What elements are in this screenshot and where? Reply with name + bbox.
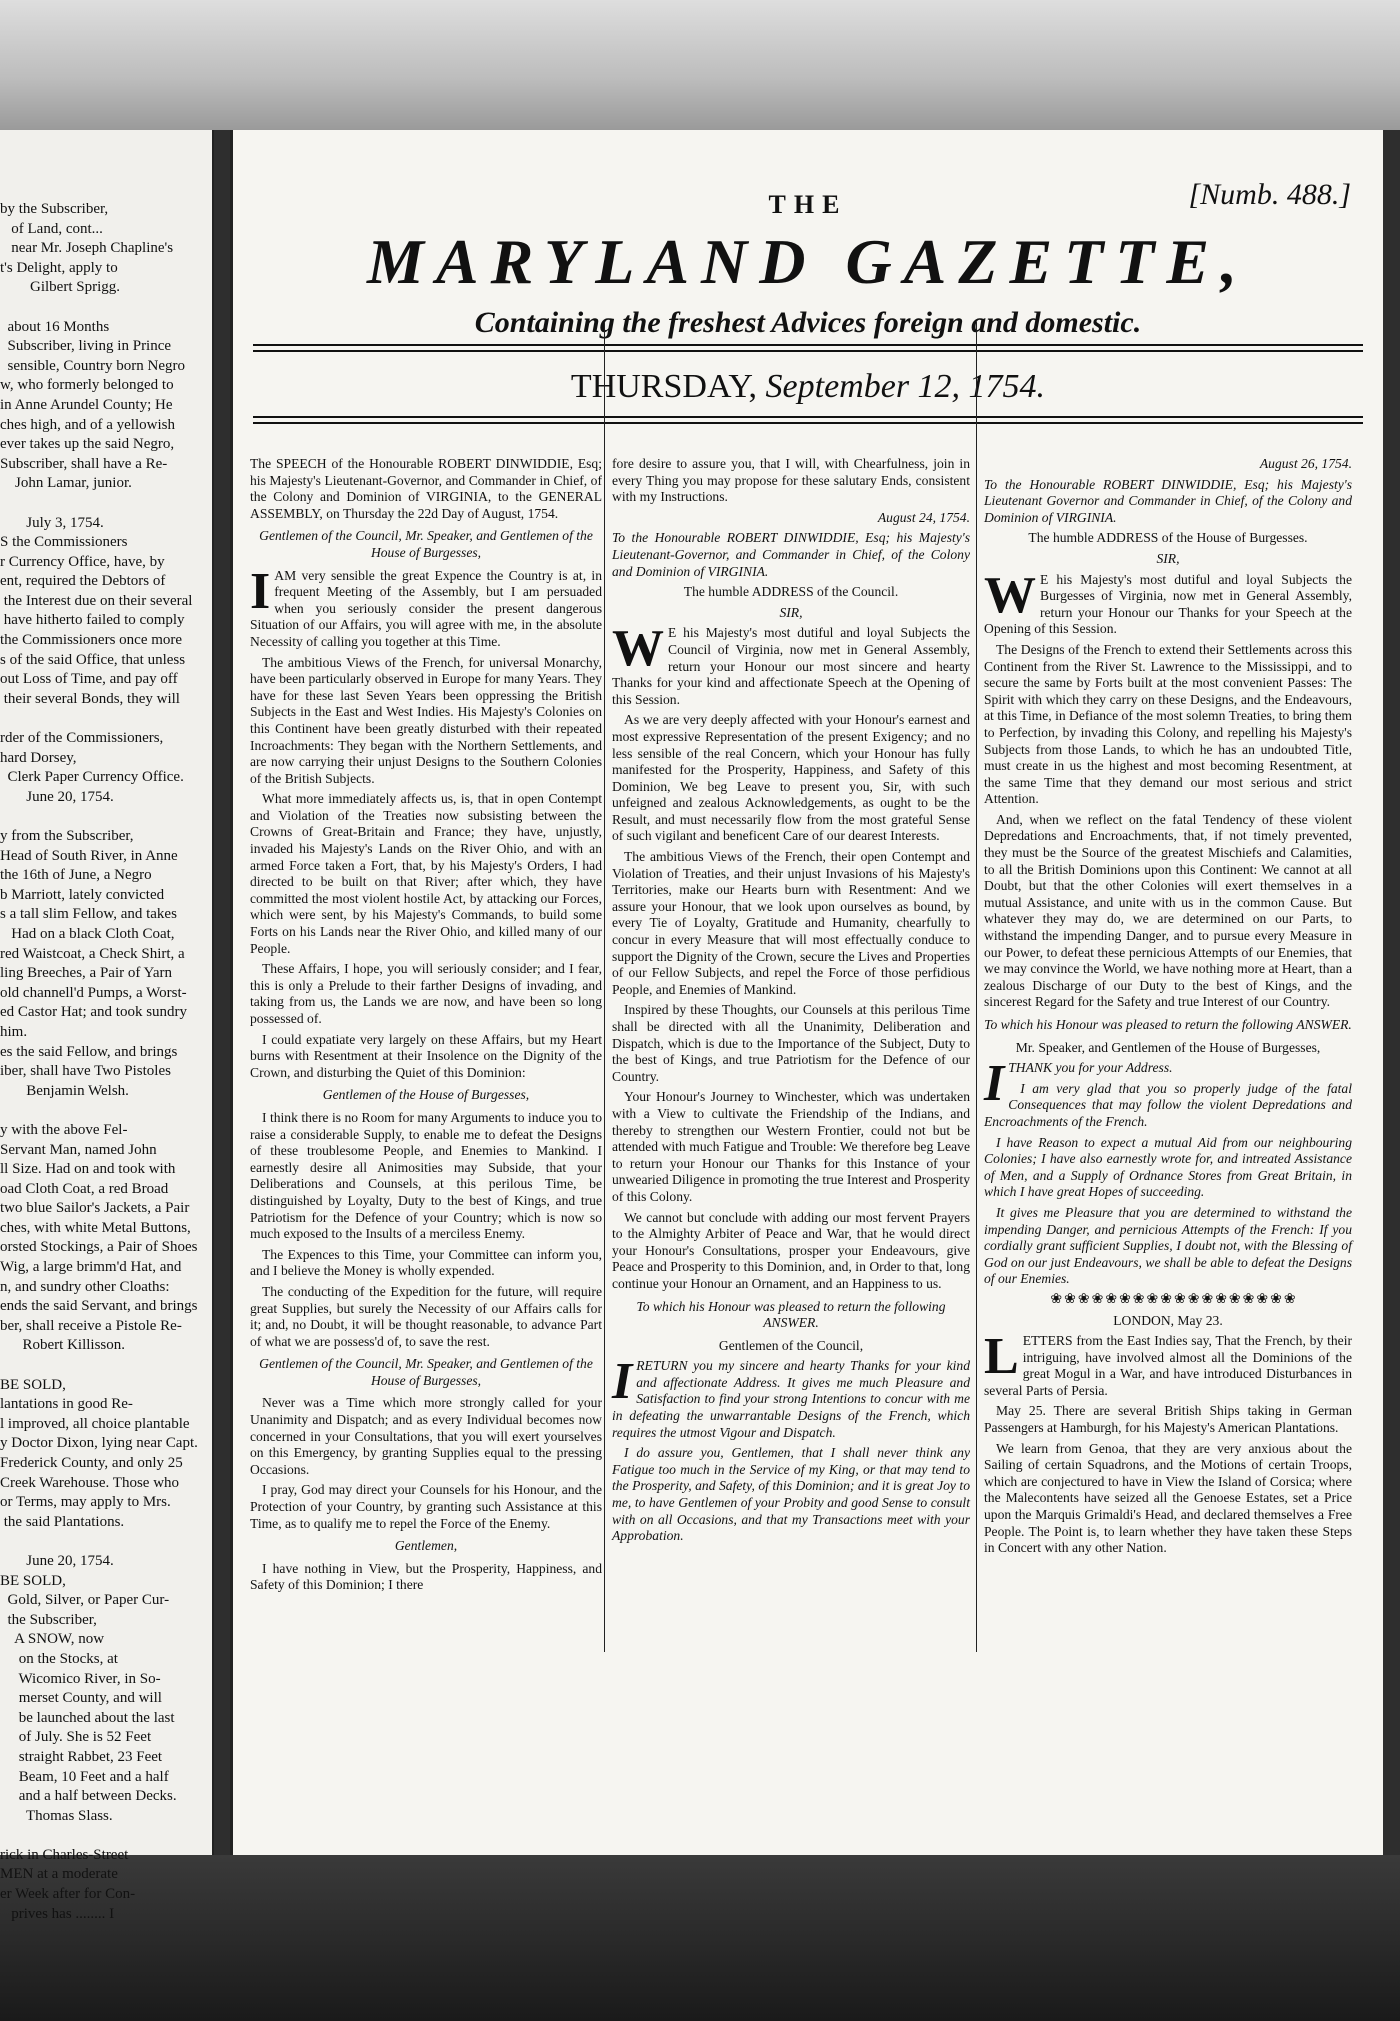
speech-paragraph-5: I could expatiate very largely on these Affairs, but my Heart burns with Resentment at their Insolence on the Dignity of the Crown, and disturbing the Quiet of this Dominion: xyxy=(250,1031,602,1080)
rule-bottom xyxy=(253,416,1363,418)
left-fragment-line: t's Delight, apply to xyxy=(0,259,118,276)
left-fragment-line: y from the Subscriber, xyxy=(0,828,134,844)
left-fragment-line xyxy=(0,494,206,514)
left-fragment-line: straight Rabbet, 23 Feet xyxy=(0,1748,163,1765)
left-fragment-line: Creek Warehouse. Those who xyxy=(0,1474,180,1491)
column-3 xyxy=(984,456,1352,1796)
left-fragment-line: red Waistcoat, a Check Shirt, a xyxy=(0,945,185,962)
left-fragment-line: old channell'd Pumps, a Worst- xyxy=(0,984,187,1001)
left-fragment-line xyxy=(0,298,206,318)
scan-background-bottom xyxy=(0,1855,1400,2021)
speech-salutation-3: Gentlemen of the Council, Mr. Speaker, and Gentlemen of the House of Burgesses, xyxy=(259,1356,593,1388)
left-fragment-line xyxy=(0,1532,206,1552)
issue-number: [Numb. 488.] xyxy=(1188,178,1351,211)
left-fragment-line: MEN at a moderate xyxy=(0,1866,118,1883)
left-fragment-line: Gilbert Sprigg. xyxy=(0,279,120,296)
council-paragraph-2: As we are very deeply affected with your Honour's earnest and most expressive Representation of the present Exigency; and no less sensible of the real Concern, which your Honour has fully manifested for the Prosperity, Happiness, and Safety of this Dominion, We beg Leave to present you, Sir, with such unfeigned and zealous Acknowledgements, as ought to be the Result, and must necessarily flow from the most grateful Sense of such vigilant and beneficent Care of our dearest Interests. xyxy=(612,712,970,844)
issue-day: THURSDAY, xyxy=(570,368,758,405)
masthead-subtitle: Containing the freshest Advices foreign and domestic. xyxy=(474,306,1142,339)
speech-paragraph-1 xyxy=(250,562,602,651)
speech-paragraph-9: Never was a Time which more strongly called for your Unanimity and Dispatch; and as every Individual becomes now concerned in your Consultations, that you will exert yourselves on this Emergency, by granting Supplies equal to the pressing Occasions. xyxy=(250,1395,602,1477)
left-fragment-line: Beam, 10 Feet and a half xyxy=(0,1768,169,1785)
council-address-to: To the Honourable ROBERT DINWIDDIE, Esq; his Majesty's Lieutenant-Governor, and Commander in Chief, of the Colony and Dominion of VIRGINIA. xyxy=(612,530,970,579)
left-fragment-line: ches, with white Metal Buttons, xyxy=(0,1219,191,1236)
burgesses-answer-1-text: THANK you for your Address. xyxy=(1008,1060,1173,1076)
council-dateline: August 24, 1754. xyxy=(877,509,970,525)
left-page-fragment xyxy=(0,130,214,1922)
left-fragment-line: ling Breeches, a Pair of Yarn xyxy=(0,965,173,982)
left-fragment-line: be launched about the last xyxy=(0,1709,175,1726)
speech-paragraph-10: I pray, God may direct your Counsels for his Honour, and the Protection of your Country, by granting such Assistance at this Time, as to qualify me to repel the Force of the Enemy. xyxy=(250,1482,602,1531)
left-fragment-line: of July. She is 52 Feet xyxy=(0,1729,152,1746)
rule-top xyxy=(253,344,1363,346)
burgesses-paragraph-3: And, when we reflect on the fatal Tendency of these violent Depredations and Encroachments, that, if not timely prevented, they must be the Source of the greatest Mischiefs and Calamities, to all the British Dominions upon this Continent: We cannot at all Doubt, but that the other Colonies will exert themselves in a mutual Assistance, and unite with us in the common Cause. But whatever they may do, we are determined on our Parts, to withstand the impending Danger, and to pursue every Measure in our Power, to defeat these pernicious Attempts of our Enemies, that we may convince the World, we have nothing more at Heart, than a zealous Discharge of our Duty to the best of Kings, and the sincerest Regard for the Safety and true Interest of our Country. xyxy=(984,811,1352,1010)
drop-cap: I xyxy=(612,1353,633,1411)
speech-salutation-2: Gentlemen of the House of Burgesses, xyxy=(322,1087,530,1103)
left-fragment-line: of Land, cont... xyxy=(0,220,103,237)
left-fragment-line: ber, shall receive a Pistole Re- xyxy=(0,1317,182,1334)
left-fragment-line: the 16th of June, a Negro xyxy=(0,867,152,884)
left-fragment-line: about 16 Months xyxy=(0,318,110,335)
burgesses-sir: SIR, xyxy=(1156,550,1180,566)
column-divider-1 xyxy=(604,322,605,1652)
left-fragment-line: rder of the Commissioners, xyxy=(0,730,164,747)
left-fragment-line: July 3, 1754. xyxy=(0,514,104,531)
left-fragment-line: BE SOLD, xyxy=(0,1572,66,1589)
left-fragment-line: lantations in good Re- xyxy=(0,1396,133,1413)
section-ornament-divider: ❀❀❀❀❀❀❀❀❀❀❀❀❀❀❀❀❀❀ xyxy=(1050,1291,1298,1307)
left-fragment-line: er Week after for Con- xyxy=(0,1886,136,1903)
left-fragment-line: w, who formerly belonged to xyxy=(0,377,174,394)
left-fragment-line: s of the said Office, that unless xyxy=(0,651,186,668)
council-paragraph-3: The ambitious Views of the French, their open Contempt and Violation of Treaties, and their unjust Invasions of his Majesty's Territories, make our Hearts burn with Resentment: And we assure your Honour, that we look upon ourselves as bound, by every Tie of Loyalty, Gratitude and Humanity, chearfully to concur in every Measure that will most effectually conduce to support the Dignity of the Crown, secure the Lives and Properties of our Fellow Subjects, and repel the Force of those perfidious People, and Enemies of Mankind. xyxy=(612,849,970,997)
council-paragraph-5: Your Honour's Journey to Winchester, which was undertaken with a View to cultivate the Friendship of the Indians, and thereby to strengthen our Western Frontier, could not but be attended with much Fatigue and Trouble: We therefore beg Leave to return your Honour our Thanks for this Instance of your unwearied Diligence in promoting the true Interest and Prosperity of this Colony. xyxy=(612,1089,970,1204)
burgesses-answer-2: I am very glad that you so properly judge of the fatal Consequences that may follow the violent Depredations and Encroachments of the French. xyxy=(984,1080,1352,1129)
left-fragment-line: Thomas Slass. xyxy=(0,1807,113,1824)
left-fragment-line: near Mr. Joseph Chapline's xyxy=(0,240,174,257)
left-fragment-line: their several Bonds, they will xyxy=(0,690,180,707)
left-page-text xyxy=(0,200,206,1924)
column-2 xyxy=(612,456,970,1796)
scan-background-top xyxy=(0,0,1400,130)
burgesses-paragraph-2: The Designs of the French to extend their Settlements across this Continent from the River St. Lawrence to the Mississippi, and to secure the same by Forts built at the most convenient Passes: The Spirit with which they carry on these Designs, and the Endeavours, at this Time, in Defiance of the most solemn Treaties, to bring them to Perfection, by invading this Colony, and repelling his Majesty's Subjects from those Lands, to which he has an undoubted Title, must create in us the highest and most becoming Resentment, at the same Time that they demand our most serious and strict Attention. xyxy=(984,641,1352,807)
burgesses-answer-3: I have Reason to expect a mutual Aid from our neighbouring Colonies; I have also earnestly wrote for, and intreated Assistance of Men, and a Supply of Ordnance Stores from Great Britain, in which I have great Hopes of succeeding. xyxy=(984,1134,1352,1200)
burgesses-answer-4: It gives me Pleasure that you are determined to withstand the impending Danger, and pernicious Attempts of the French: If you cordially grant sufficient Supplies, I doubt not, with the Blessing of God on our just Endeavours, we shall be able to defeat the Designs of our Enemies. xyxy=(984,1204,1352,1287)
speech-paragraph-4: These Affairs, I hope, you will seriously consider; and I fear, this is only a Prelude to their farther Designs of invading, and taking from us, the Lands we are now, and have been so long possessed of. xyxy=(250,961,602,1026)
left-fragment-line: ent, required the Debtors of xyxy=(0,573,166,590)
rule-top-2 xyxy=(253,350,1363,352)
left-fragment-line: y Doctor Dixon, lying near Capt. xyxy=(0,1435,198,1452)
left-fragment-line: b Marriott, lately convicted xyxy=(0,886,165,903)
speech-salutation-1: Gentlemen of the Council, Mr. Speaker, and Gentlemen of the House of Burgesses, xyxy=(259,528,593,560)
issue-date xyxy=(233,368,1383,406)
left-fragment-line: BE SOLD, xyxy=(0,1376,66,1393)
left-fragment-line: by the Subscriber, xyxy=(0,201,109,217)
speech-paragraph-7: The Expences to this Time, your Committee can inform you, and I believe the Money is wholly expended. xyxy=(250,1246,602,1279)
column-1 xyxy=(250,456,602,1796)
left-fragment-line: Robert Killisson. xyxy=(0,1337,126,1354)
council-heading: The humble ADDRESS of the Council. xyxy=(683,584,899,600)
left-fragment-line: him. xyxy=(0,1023,28,1040)
council-paragraph-1-text: E his Majesty's most dutiful and loyal Subjects the Council of Virginia, now met in General Assembly, return your Honour our most sincere and hearty Thanks for your kind and affectionate Speech at the Opening of this Session. xyxy=(612,625,970,707)
left-fragment-line: ends the said Servant, and brings xyxy=(0,1298,198,1315)
drop-cap: W xyxy=(984,566,1036,624)
london-dateline: LONDON, May 23. xyxy=(1113,1312,1223,1328)
left-fragment-line: ed Castor Hat; and took sundry xyxy=(0,1004,188,1021)
left-fragment-line: Head of South River, in Anne xyxy=(0,847,178,864)
rule-bottom-2 xyxy=(253,422,1363,424)
burgesses-address-to: To the Honourable ROBERT DINWIDDIE, Esq; his Majesty's Lieutenant Governor and Commander in Chief, of the Colony and Dominion of VIRGINIA. xyxy=(984,476,1352,525)
council-answer-2: I do assure you, Gentlemen, that I shall never think any Fatigue too much in the Service of my King, or that may tend to the Prosperity, and Safety, of this Dominion; and it is great Joy to me, to have Gentlemen of your Probity and good Sense to consult with on all Occasions, and that my Transactions meet with your Approbation. xyxy=(612,1445,970,1544)
left-fragment-line: and a half between Decks. xyxy=(0,1788,177,1805)
burgesses-heading: The humble ADDRESS of the House of Burgesses. xyxy=(1028,530,1308,546)
left-fragment-line: Clerk Paper Currency Office. xyxy=(0,769,184,786)
burgesses-answer-intro: To which his Honour was pleased to return the following ANSWER. xyxy=(984,1017,1352,1032)
left-fragment-line: the Commissioners once more xyxy=(0,632,183,649)
left-fragment-line: Subscriber, shall have a Re- xyxy=(0,455,168,472)
left-fragment-line xyxy=(0,1826,206,1846)
left-fragment-line xyxy=(0,807,206,827)
column-divider-2 xyxy=(976,322,977,1652)
left-fragment-line: S the Commissioners xyxy=(0,534,128,551)
drop-cap: I xyxy=(984,1055,1005,1113)
left-fragment-line: the Subscriber, xyxy=(0,1611,97,1628)
left-fragment-line: l improved, all choice plantable xyxy=(0,1415,190,1432)
speech-paragraph-1-text: AM very sensible the great Expence the Country is at, in frequent Meeting of the Assembly, but I am persuaded when you seriously consider the present dangerous Situation of our Affairs, you will agree with me, in the absolute Necessity of calling you together at this Time. xyxy=(250,567,602,649)
left-fragment-line: or Terms, may apply to Mrs. xyxy=(0,1494,171,1511)
left-fragment-line: Had on a black Cloth Coat, xyxy=(0,925,175,942)
left-fragment-line: sensible, Country born Negro xyxy=(0,357,185,374)
left-fragment-line: ever takes up the said Negro, xyxy=(0,436,175,453)
speech-paragraph-3: What more immediately affects us, is, that in open Contempt and Violation of the Treaties now subsisting between the Crowns of Great-Britain and France; they have, unjustly, invaded his Majesty's Lands on the River Ohio, and with an armed Force taken a Fort, that, by his Majesty's Orders, I had directed to be built on that River; after which, they have committed the most violent hostile Act, by attacking our Forces, which were sent, by his Majesty's Commands, to build some Forts on his Lands near the River Ohio, and killed many of our People. xyxy=(250,791,602,956)
left-fragment-line: Gold, Silver, or Paper Cur- xyxy=(0,1592,170,1609)
council-paragraph-6: We cannot but conclude with adding our most fervent Prayers to the Almighty Arbiter of Peace and War, that he would direct your Honour's Consultations, prosper your Endeavours, give Peace and Prosperity to this Dominion, and, in Order to that, long continue your Honour an Ornament, and an Happiness to us. xyxy=(612,1209,970,1291)
speech-salutation-4: Gentlemen, xyxy=(394,1538,458,1554)
burgesses-paragraph-1-text: E his Majesty's most dutiful and loyal Subjects the Burgesses of Virginia, now met in General Assembly, return your Honour our Thanks for your Speech at the Opening of this Session. xyxy=(984,571,1352,637)
left-fragment-line: ll Size. Had on and took with xyxy=(0,1161,176,1178)
drop-cap: I xyxy=(250,562,271,620)
left-fragment-line: John Lamar, junior. xyxy=(0,475,132,492)
left-fragment-line: Servant Man, named John xyxy=(0,1141,157,1158)
council-paragraph-1 xyxy=(612,620,970,708)
left-fragment-line: Frederick County, and only 25 xyxy=(0,1455,183,1471)
london-paragraph-3: We learn from Genoa, that they are very anxious about the Sailing of certain Squadrons, and the Motions of certain Troops, which are conjectured to have in View the Island of Corsica; where the Malecontents have seized all the Genoese Estates, set a Price upon the Marquis Grimaldi's Head, and declared themselves a Free People. The Point is, to learn whether they have taken these Steps in Concert with any other Nation. xyxy=(984,1440,1352,1556)
burgesses-answer-salutation: Mr. Speaker, and Gentlemen of the House of Burgesses, xyxy=(1015,1039,1321,1055)
issue-date-text: September 12, 1754. xyxy=(765,368,1046,405)
left-fragment-line: Wicomico River, in So- xyxy=(0,1670,161,1687)
speech-continued: fore desire to assure you, that I will, with Chearfulness, join in every Thing you may propose for these salutary Ends, consistent with my Instructions. xyxy=(612,456,970,505)
left-fragment-line: A SNOW, now xyxy=(0,1631,105,1648)
left-fragment-line: rick in Charles-Street xyxy=(0,1846,129,1863)
left-fragment-line: Wig, a large brimm'd Hat, and xyxy=(0,1259,182,1276)
left-fragment-line: iber, shall have Two Pistoles xyxy=(0,1063,171,1080)
left-fragment-line: orsted Stockings, a Pair of Shoes xyxy=(0,1239,198,1256)
left-fragment-line: June 20, 1754. xyxy=(0,788,114,805)
left-fragment-line: on the Stocks, at xyxy=(0,1650,118,1667)
left-fragment-line: Benjamin Welsh. xyxy=(0,1082,129,1099)
council-paragraph-4: Inspired by these Thoughts, our Counsels at this perilous Time shall be directed with all the Unanimity, Deliberation and Dispatch, which is due to the Importance of the Subject, Duty to the best of Kings, and true Patriotism for the Defence of our Country. xyxy=(612,1002,970,1084)
left-fragment-line: in Anne Arundel County; He xyxy=(0,396,173,413)
left-fragment-line: the said Plantations. xyxy=(0,1513,125,1530)
left-fragment-line: out Loss of Time, and pay off xyxy=(0,671,178,688)
left-fragment-line: y with the above Fel- xyxy=(0,1121,128,1138)
left-fragment-line xyxy=(0,1101,206,1121)
left-fragment-line: ches high, and of a yellowish xyxy=(0,416,175,433)
left-fragment-line xyxy=(0,1356,206,1376)
council-answer-salutation: Gentlemen of the Council, xyxy=(718,1337,864,1353)
speech-paragraph-2: The ambitious Views of the French, for universal Monarchy, have been particularly observed in Europe for many Years. They have for these last Seven Years been oppressing the British Subjects in the East and West Indies. His Majesty's Colonies on this Continent have been greatly disturbed with their repeated Incroachments: They began with the Northern Settlements, and are now carrying their unjust Designs to the Southern Colonies of the British Subjects. xyxy=(250,654,602,786)
council-answer-1-text: RETURN you my sincere and hearty Thanks for your kind and affectionate Address. It gives me much Pleasure and Satisfaction to find your strong Intentions to concur with me in defeating the unwarrantable Designs of the French, which requires the utmost Vigour and Dispatch. xyxy=(612,1358,970,1440)
speech-paragraph-8: The conducting of the Expedition for the future, will require great Supplies, but surely the Necessity of our Affairs calls for it; and, no Doubt, it will be thought reasonable, to advance Part of what we are possess'd of, to save the rest. xyxy=(250,1283,602,1349)
speech-intro: The SPEECH of the Honourable ROBERT DINWIDDIE, Esq; his Majesty's Lieutenant-Governor, and Commander in Chief, of the Colony and Dominion of VIRGINIA, to the GENERAL ASSEMBLY, on Thursday the 22d Day of August, 1754. xyxy=(250,456,602,521)
masthead-the: THE xyxy=(768,190,848,219)
left-fragment-line: hard Dorsey, xyxy=(0,749,77,766)
left-fragment-line: es the said Fellow, and brings xyxy=(0,1043,178,1060)
council-answer-intro: To which his Honour was pleased to return the following ANSWER. xyxy=(636,1298,946,1331)
speech-paragraph-6: I think there is no Room for many Arguments to induce you to raise a considerable Supply, to enable me to defeat the Designs of these troublesome People, and Enemies to Mankind. I earnestly desire all Animosities may Subside, that your Deliberations and Counsels, at this perilous Time, be distinguished by Loyalty, Duty to the best of Kings, and true Patriotism for the Defence of your Country; which is now so much exposed to the Insults of a merciless Enemy. xyxy=(250,1109,602,1242)
burgesses-paragraph-1 xyxy=(984,566,1352,638)
left-fragment-line: r Currency Office, have, by xyxy=(0,553,165,570)
council-answer-1 xyxy=(612,1353,970,1441)
london-paragraph-1-text: ETTERS from the East Indies say, That the French, by their intriguing, have involved almost all the Dominions of the great Mogul in a War, and have introduced Disturbances in several Parts of Persia. xyxy=(984,1333,1352,1398)
left-fragment-line: s a tall slim Fellow, and takes xyxy=(0,906,177,923)
drop-cap: W xyxy=(612,620,664,678)
left-fragment-line: Subscriber, living in Prince xyxy=(0,338,172,355)
drop-cap: L xyxy=(984,1328,1019,1386)
speech-paragraph-11: I have nothing in View, but the Prosperity, Happiness, and Safety of this Dominion; I there xyxy=(250,1560,602,1593)
burgesses-dateline: August 26, 1754. xyxy=(1259,456,1352,471)
left-fragment-line: oad Cloth Coat, a red Broad xyxy=(0,1180,169,1197)
left-fragment-line: merset County, and will xyxy=(0,1690,162,1707)
london-paragraph-1 xyxy=(984,1328,1352,1399)
london-paragraph-2: May 25. There are several British Ships taking in German Passengers at Hamburgh, for his Majesty's American Plantations. xyxy=(984,1403,1352,1436)
left-fragment-line: two blue Sailor's Jackets, a Pair xyxy=(0,1200,190,1217)
left-fragment-line xyxy=(0,709,206,729)
left-fragment-line: the Interest due on their several xyxy=(0,592,193,609)
left-fragment-line: prives has ........ I xyxy=(0,1905,115,1922)
left-fragment-line: n, and sundry other Cloaths: xyxy=(0,1278,170,1295)
left-fragment-line: have hitherto failed to comply xyxy=(0,612,185,629)
left-fragment-line: June 20, 1754. xyxy=(0,1552,114,1569)
council-sir: SIR, xyxy=(779,604,803,620)
masthead-title: MARYLAND GAZETTE, xyxy=(367,226,1249,297)
